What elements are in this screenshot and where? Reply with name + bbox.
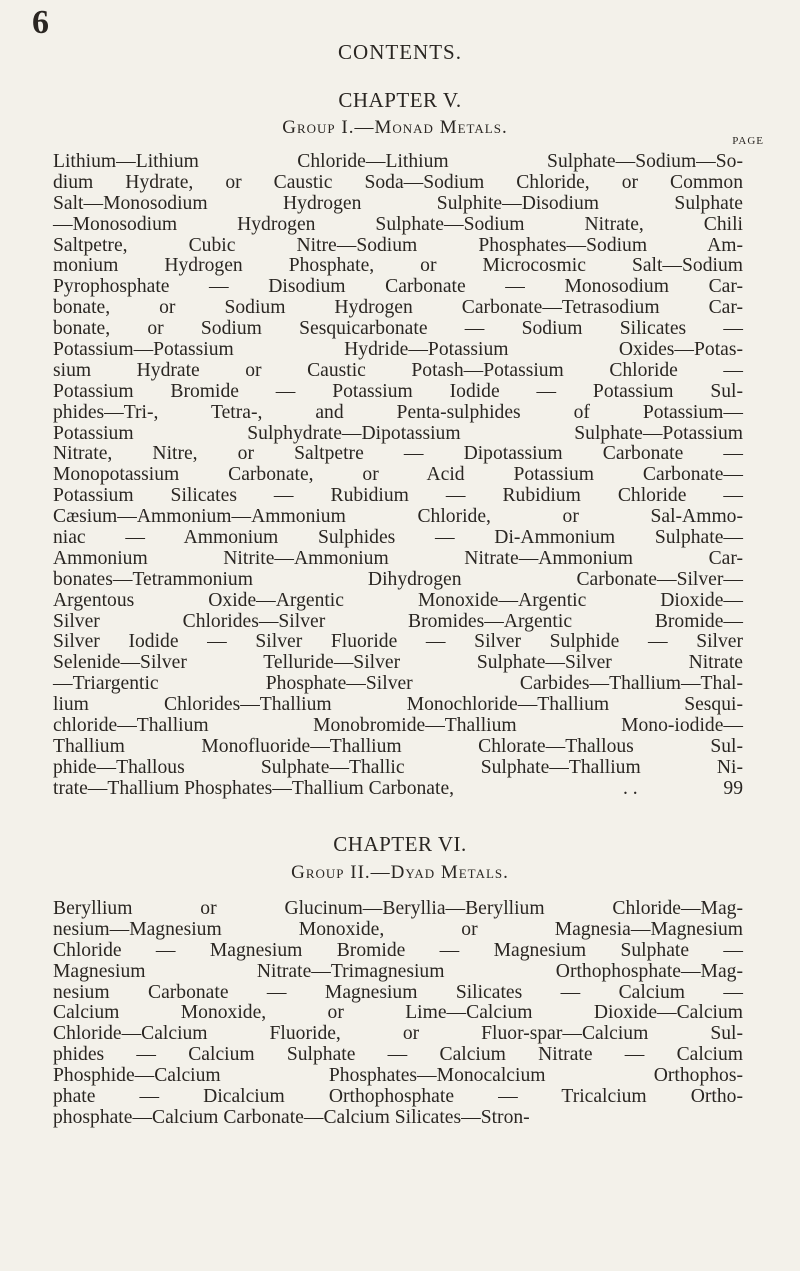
chapter-vi-contents: [53, 899, 743, 1129]
chapter-vi-group: Group II.—Dyad Metals.: [291, 862, 509, 883]
contents-line: Cæsium—Ammonium—Ammonium Chloride, or Sal-Ammo-: [53, 506, 743, 528]
contents-line: phides—Tri-, Tetra-, and Penta-sulphides of Potassium—: [53, 401, 743, 423]
contents-line: bonates—Tetrammonium Dihydrogen Carbonate—Silver—: [53, 568, 743, 590]
chapter-vi-title: CHAPTER VI.: [333, 832, 467, 856]
contents-line: Selenide—Silver Telluride—Silver Sulphate—Silver Nitrate: [53, 652, 743, 674]
contents-line: Beryllium or Glucinum—Beryllia—Beryllium Chloride—Mag-: [53, 898, 743, 919]
contents-line: trate—Thallium Phosphates—Thallium Carbonate, . . 99: [53, 777, 743, 799]
page-column-label: PAGE: [732, 135, 764, 147]
contents-line: niac — Ammonium Sulphides — Di-Ammonium Sulphate—: [53, 527, 743, 549]
contents-line: nesium Carbonate — Magnesium Silicates — Calcium —: [53, 981, 743, 1003]
contents-line: bonate, or Sodium Sesquicarbonate — Sodium Silicates —: [53, 318, 743, 340]
contents-line: Saltpetre, Cubic Nitre—Sodium Phosphates—Sodium Am-: [53, 234, 743, 256]
contents-line: phide—Thallous Sulphate—Thallic Sulphate—Thallium Ni-: [53, 756, 743, 778]
contents-line: chloride—Thallium Monobromide—Thallium Mono-iodide—: [53, 715, 743, 737]
dot-leader: . .: [623, 777, 638, 799]
chapter-v-contents: [53, 152, 743, 800]
chapter-v-group: Group I.—Monad Metals.: [282, 117, 508, 138]
contents-line: phate — Dicalcium Orthophosphate — Tricalcium Ortho-: [53, 1086, 743, 1108]
contents-line: Potassium Sulphydrate—Dipotassium Sulphate—Potassium: [53, 422, 743, 444]
contents-line: Ammonium Nitrite—Ammonium Nitrate—Ammonium Car-: [53, 547, 743, 569]
running-head: CONTENTS.: [338, 40, 462, 64]
contents-line: Argentous Oxide—Argentic Monoxide—Argentic Dioxide—: [53, 589, 743, 611]
contents-line: Pyrophosphate — Disodium Carbonate — Monosodium Car-: [53, 276, 743, 298]
contents-line: dium Hydrate, or Caustic Soda—Sodium Chloride, or Common: [53, 171, 743, 193]
contents-line: Thallium Monofluoride—Thallium Chlorate—Thallous Sul-: [53, 735, 743, 757]
chapter-v-title: CHAPTER V.: [338, 88, 462, 112]
contents-line: phides — Calcium Sulphate — Calcium Nitrate — Calcium: [53, 1044, 743, 1066]
contents-line: —Monosodium Hydrogen Sulphate—Sodium Nitrate, Chili: [53, 213, 743, 235]
contents-line: Silver Iodide — Silver Fluoride — Silver Sulphide — Silver: [53, 631, 743, 653]
contents-line: —Triargentic Phosphate—Silver Carbides—Thallium—Thal-: [53, 673, 743, 695]
contents-line: Silver Chlorides—Silver Bromides—Argentic Bromide—: [53, 610, 743, 632]
contents-line: Calcium Monoxide, or Lime—Calcium Dioxide—Calcium: [53, 1002, 743, 1024]
contents-line: nesium—Magnesium Monoxide, or Magnesia—Magnesium: [53, 918, 743, 940]
contents-line: Potassium Silicates — Rubidium — Rubidium Chloride —: [53, 485, 743, 507]
contents-line: sium Hydrate or Caustic Potash—Potassium Chloride —: [53, 359, 743, 381]
contents-line: Potassium Bromide — Potassium Iodide — Potassium Sul-: [53, 380, 743, 402]
contents-line: Chloride — Magnesium Bromide — Magnesium Sulphate —: [53, 939, 743, 961]
contents-line: Lithium—Lithium Chloride—Lithium Sulphate—Sodium—So-: [53, 151, 743, 172]
page-reference: 99: [723, 777, 743, 799]
contents-line: bonate, or Sodium Hydrogen Carbonate—Tetrasodium Car-: [53, 297, 743, 319]
contents-line: Chloride—Calcium Fluoride, or Fluor-spar—Calcium Sul-: [53, 1023, 743, 1045]
contents-line: Nitrate, Nitre, or Saltpetre — Dipotassium Carbonate —: [53, 443, 743, 465]
contents-line: Monopotassium Carbonate, or Acid Potassium Carbonate—: [53, 464, 743, 486]
contents-line: Potassium—Potassium Hydride—Potassium Oxides—Potas-: [53, 339, 743, 361]
contents-line: Magnesium Nitrate—Trimagnesium Orthophosphate—Mag-: [53, 960, 743, 982]
contents-line: Salt—Monosodium Hydrogen Sulphite—Disodium Sulphate: [53, 192, 743, 214]
page-number: 6: [32, 4, 49, 41]
contents-line: phosphate—Calcium Carbonate—Calcium Silicates—Stron-: [53, 1106, 530, 1128]
contents-line: lium Chlorides—Thallium Monochloride—Thallium Sesqui-: [53, 694, 743, 716]
contents-line: monium Hydrogen Phosphate, or Microcosmic Salt—Sodium: [53, 255, 743, 277]
contents-line: Phosphide—Calcium Phosphates—Monocalcium Orthophos-: [53, 1065, 743, 1087]
